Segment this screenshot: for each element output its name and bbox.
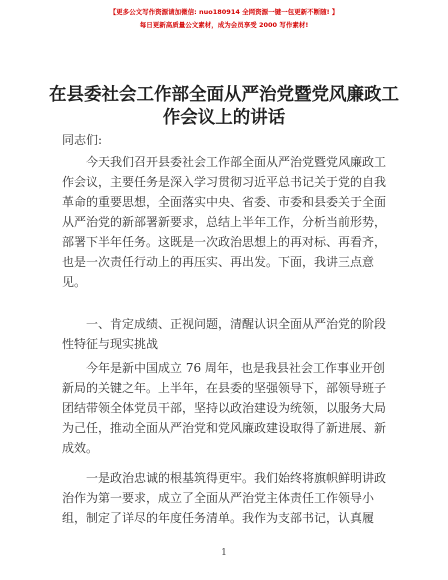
paragraph-line: 作会议，主要任务是深入学习贯彻习近平总书记关于党的自我 [62, 175, 387, 189]
promo-banner-line-2: 每日更新高质量公文素材，成为会员享受 2000 写作素材! [139, 21, 309, 29]
salutation-text: 同志们: [62, 133, 103, 147]
document-title [40, 84, 408, 130]
section-heading-1 [62, 314, 388, 354]
paragraph-line: 治作为第一要求，成立了全面从严治党主体责任工作领导小 [62, 491, 375, 505]
paragraph-political-loyalty [62, 468, 388, 528]
paragraph-line: 一是政治忠诚的根基筑得更牢。我们始终将旗帜鲜明讲政 [86, 471, 387, 485]
paragraph-line: 见。 [62, 275, 87, 289]
title-line-1: 在县委社会工作部全面从严治党暨党风廉政工 [49, 85, 399, 105]
paragraph-line: 成效。 [62, 441, 99, 455]
title-line-2: 作会议上的讲话 [162, 108, 286, 128]
paragraph-achievements [62, 358, 388, 458]
paragraph-line: 今天我们召开县委社会工作部全面从严治党暨党风廉政工 [86, 155, 387, 169]
heading-line: 性特征与现实挑战 [62, 337, 159, 351]
paragraph-line: 从严治党的新部署新要求，总结上半年工作，分析当前形势， [62, 215, 387, 229]
paragraph-line: 也是一次责任行动上的再压实、再出发。下面，我讲三点意 [62, 255, 375, 269]
salutation [62, 130, 388, 150]
heading-line: 一、肯定成绩、正视问题，清醒认识全面从严治党的阶段 [86, 317, 387, 331]
page-number: 1 [221, 548, 227, 558]
paragraph-line: 革命的重要思想，全面落实中央、省委、市委和县委关于全面 [62, 195, 387, 209]
paragraph-opening [62, 152, 388, 292]
paragraph-line: 团结带领全体党员干部，坚持以政治建设为统领，以服务大局 [62, 401, 387, 415]
paragraph-line: 组，制定了详尽的年度任务清单。我作为支部书记，认真履 [62, 511, 375, 525]
paragraph-line: 新局的关键之年。上半年，在县委的坚强领导下，部领导班子 [62, 381, 387, 395]
paragraph-line: 今年是新中国成立 76 周年，也是我县社会工作事业开创 [86, 361, 385, 375]
paragraph-line: 部署下半年任务。这既是一次政治思想上的再对标、再看齐， [62, 235, 387, 249]
promo-banner-line-1: 【更多公文写作资源请加微信: nuo180914 全网资源一键一包更新不断随! 】 [109, 8, 339, 16]
paragraph-line: 为己任，推动全面从严治党和党风廉政建设取得了新进展、新 [62, 421, 387, 435]
